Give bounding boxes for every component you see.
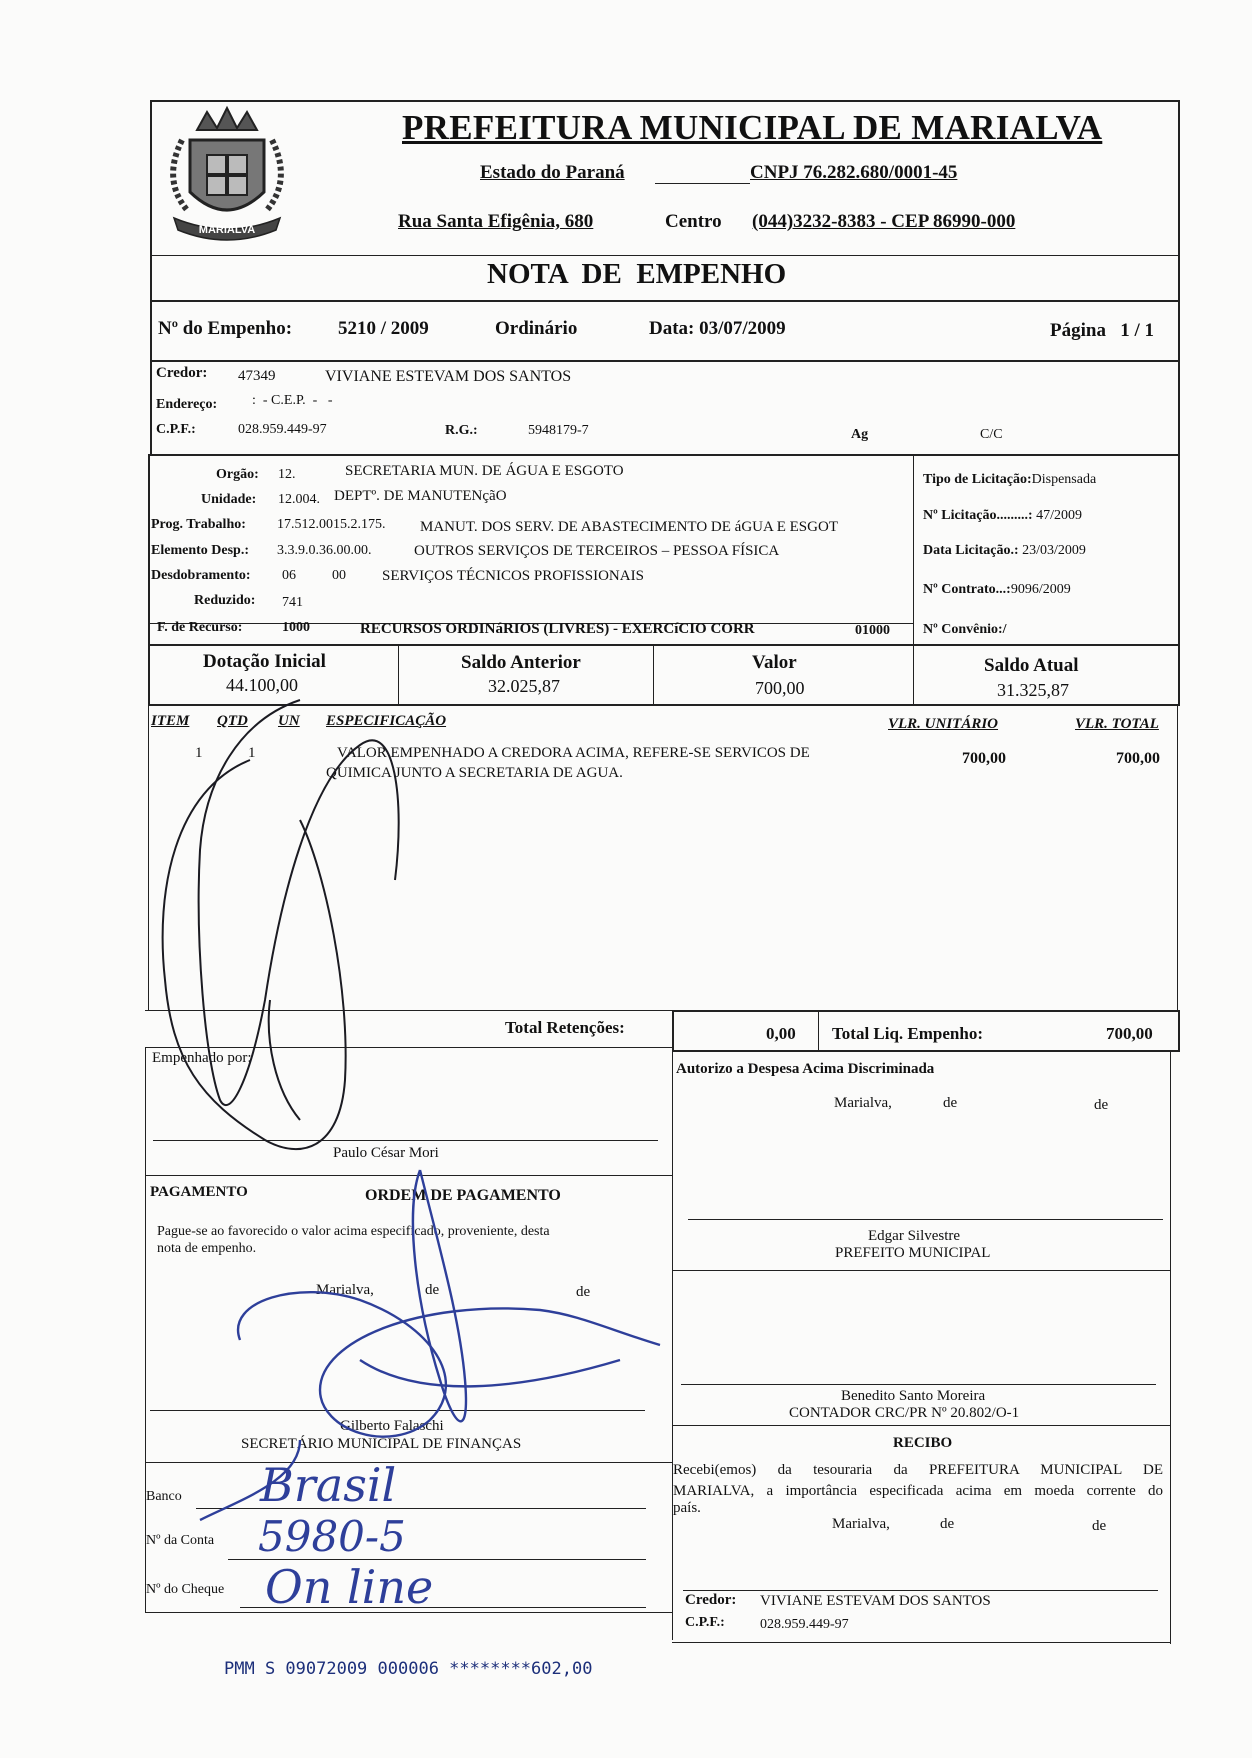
cheque-handwritten: On line <box>265 1560 434 1614</box>
cpf-label: C.P.F.: <box>156 422 196 437</box>
liquido-value: 700,00 <box>1106 1024 1153 1043</box>
pagamento-texto-1: Pague-se ao favorecido o valor acima especificado, proveniente, desta <box>157 1224 550 1239</box>
autorizo-label: Autorizo a Despesa Acima Discriminada <box>676 1061 935 1077</box>
autorizo-sign-line <box>688 1219 1163 1220</box>
empenhado-label: Empenhado por: <box>152 1050 252 1066</box>
saldo-anterior-label: Saldo Anterior <box>461 652 581 673</box>
retencoes-label: Total Retenções: <box>505 1018 625 1037</box>
elemento-code: 3.3.9.0.36.00.00. <box>277 543 372 558</box>
conta-label: Nº da Conta <box>146 1533 215 1548</box>
prog-label: Prog. Trabalho: <box>151 517 246 532</box>
col-item-header: ITEM <box>151 713 190 729</box>
licitacao-data-label: Data Licitação.: <box>923 543 1019 558</box>
item-espec-line1: VALOR EMPENHADO A CREDORA ACIMA, REFERE-SE SERVICOS DE <box>337 745 810 761</box>
svg-text:MARIALVA: MARIALVA <box>198 224 256 236</box>
pagamento-bottom-rule <box>145 1462 672 1463</box>
pagamento-texto-2: nota de empenho. <box>157 1241 257 1256</box>
footer-bottom-rule-right <box>672 1642 1170 1643</box>
desdobramento-label: Desdobramento: <box>151 568 251 583</box>
autorizo-nome: Edgar Silvestre <box>868 1228 961 1244</box>
item-number: 1 <box>195 745 203 761</box>
autorizo-de-1: de <box>943 1095 958 1111</box>
desdobramento-b: 00 <box>332 568 346 583</box>
licitacao-data <box>923 543 1086 559</box>
recibo-credor-value: VIVIANE ESTEVAM DOS SANTOS <box>760 1593 991 1609</box>
unidade-label: Unidade: <box>201 492 257 507</box>
header-title: PREFEITURA MUNICIPAL DE MARIALVA <box>402 108 1103 147</box>
saldos-div-3 <box>913 645 914 705</box>
recurso-desc: RECURSOS ORDINáRIOS (LIVRES) - EXERCíCIO CORR <box>360 621 755 637</box>
elemento-desc: OUTROS SERVIÇOS DE TERCEIROS – PESSOA FÍSICA <box>414 543 780 559</box>
autorizo-cargo: PREFEITO MUNICIPAL <box>835 1245 991 1261</box>
reduzido-value: 741 <box>282 595 303 610</box>
recibo-cpf-label: C.P.F.: <box>685 1615 725 1630</box>
header-address: Rua Santa Efigênia, 680 <box>398 211 594 232</box>
totais-value-divider <box>818 1011 819 1051</box>
bank-authentication-stamp: PMM S 09072009 000006 ********602,00 <box>224 1659 593 1679</box>
licitacao-convenio: Nº Convênio:/ <box>923 622 1007 637</box>
valor-label: Valor <box>752 652 797 673</box>
cpf-value: 028.959.449-97 <box>238 422 327 437</box>
licitacao-tipo <box>923 472 1096 488</box>
reduzido-label: Reduzido: <box>194 593 256 608</box>
col-espec-header: ESPECIFICAÇÃO <box>326 713 447 729</box>
licitacao-numero <box>923 508 1082 524</box>
pagamento-cidade: Marialva, <box>316 1282 374 1298</box>
orcamento-divider <box>913 455 914 645</box>
pagamento-nome: Gilberto Falaschi <box>340 1418 444 1434</box>
header-state-rule <box>655 183 750 184</box>
itens-right-border <box>1177 705 1178 1011</box>
saldos-div-2 <box>653 645 654 705</box>
licitacao-contrato-value: 9096/2009 <box>1010 582 1071 597</box>
contador-sign-line <box>681 1384 1156 1385</box>
licitacao-contrato-label: Nº Contrato...: <box>923 582 1011 597</box>
header-divider <box>150 255 1180 256</box>
lower-center-divider <box>672 1050 673 1640</box>
col-vlr-total-header: VLR. TOTAL <box>1075 716 1159 732</box>
unidade-desc: DEPTº. DE MANUTENçãO <box>334 488 507 504</box>
conta-handwritten: 5980-5 <box>258 1512 406 1561</box>
elemento-label: Elemento Desp.: <box>151 543 249 558</box>
recibo-cpf-value: 028.959.449-97 <box>760 1617 849 1632</box>
recurso-code: 1000 <box>282 620 310 635</box>
orgao-label: Orgão: <box>216 467 259 482</box>
header-district: Centro <box>665 211 722 232</box>
pagamento-label: PAGAMENTO <box>150 1184 248 1200</box>
itens-left-border <box>148 705 149 1011</box>
empenho-type: Ordinário <box>495 318 578 339</box>
header-phone-cep: (044)3232-8383 - CEP 86990-000 <box>752 211 1016 232</box>
item-vlr-total: 700,00 <box>1116 750 1160 767</box>
contador-cargo: CONTADOR CRC/PR Nº 20.802/O-1 <box>789 1405 1020 1421</box>
recurso-code-2: 01000 <box>855 623 890 638</box>
pagamento-de-1: de <box>425 1282 440 1298</box>
autorizo-de-2: de <box>1094 1097 1109 1113</box>
header-state: Estado do Paraná <box>480 162 625 183</box>
recibo-title: RECIBO <box>893 1435 953 1451</box>
endereco-value: : - C.E.P. - - <box>252 393 333 408</box>
autorizo-bottom-rule <box>672 1270 1170 1271</box>
pagamento-sign-line <box>150 1410 645 1411</box>
licitacao-contrato <box>923 582 1071 598</box>
empenhado-nome: Paulo César Mori <box>333 1145 439 1161</box>
credor-code: 47349 <box>238 368 276 384</box>
pagamento-cargo: SECRETÁRIO MUNICIPAL DE FINANÇAS <box>241 1436 522 1452</box>
recibo-cidade: Marialva, <box>832 1516 890 1532</box>
document-title: NOTA DE EMPENHO <box>487 258 787 290</box>
contador-nome: Benedito Santo Moreira <box>841 1388 986 1404</box>
licitacao-numero-value: 47/2009 <box>1036 508 1082 523</box>
prog-desc: MANUT. DOS SERV. DE ABASTECIMENTO DE áGUA E ESGOT <box>420 519 838 535</box>
dotacao-label: Dotação Inicial <box>203 651 326 672</box>
prog-code: 17.512.0015.2.175. <box>277 517 386 532</box>
saldo-atual-label: Saldo Atual <box>984 655 1079 676</box>
recurso-label: F. de Recurso: <box>157 620 243 635</box>
orgao-desc: SECRETARIA MUN. DE ÁGUA E ESGOTO <box>345 463 624 479</box>
empenho-label: Nº do Empenho: <box>158 318 293 339</box>
contador-bottom-rule <box>672 1425 1170 1426</box>
cc-label: C/C <box>980 427 1003 442</box>
col-un-header: UN <box>278 713 300 729</box>
licitacao-tipo-value: Dispensada <box>1031 472 1097 487</box>
recibo-de-2: de <box>1092 1518 1107 1534</box>
col-qtd-header: QTD <box>217 713 248 729</box>
saldo-anterior-value: 32.025,87 <box>488 676 560 696</box>
empenhado-bottom-rule <box>145 1175 672 1176</box>
pagamento-de-2: de <box>576 1284 591 1300</box>
recibo-sign-line <box>683 1590 1158 1591</box>
coat-of-arms-logo <box>152 100 302 250</box>
recibo-credor-label: Credor: <box>685 1592 737 1608</box>
banco-label: Banco <box>146 1489 182 1504</box>
cheque-label: Nº do Cheque <box>146 1582 225 1597</box>
saldos-div-1 <box>398 645 399 705</box>
page-number: Página 1 / 1 <box>1050 320 1154 341</box>
empenhado-sign-line <box>153 1140 658 1141</box>
totais-bottom-rule <box>145 1047 672 1048</box>
recibo-texto-3: país. <box>673 1500 701 1516</box>
licitacao-numero-label: Nº Licitação.........: <box>923 508 1033 523</box>
unidade-code: 12.004. <box>278 492 320 507</box>
item-qtd: 1 <box>248 745 256 761</box>
retencoes-value: 0,00 <box>766 1024 796 1043</box>
liquido-label: Total Liq. Empenho: <box>832 1024 983 1043</box>
licitacao-data-value: 23/03/2009 <box>1022 543 1086 558</box>
orgao-code: 12. <box>278 467 296 482</box>
desdobramento-desc: SERVIÇOS TÉCNICOS PROFISSIONAIS <box>382 568 644 584</box>
recibo-de-1: de <box>940 1516 955 1532</box>
recibo-texto-2: MARIALVA, a importância especificada acima em moeda corrente do <box>673 1483 1163 1499</box>
licitacao-tipo-label: Tipo de Licitação: <box>923 472 1032 487</box>
dotacao-value: 44.100,00 <box>226 675 298 695</box>
item-vlr-unit: 700,00 <box>962 750 1006 767</box>
credor-label: Credor: <box>156 365 208 381</box>
lower-right-border <box>1170 1050 1171 1644</box>
empenho-number: 5210 / 2009 <box>338 318 429 339</box>
item-espec-line2: QUIMICA JUNTO A SECRETARIA DE AGUA. <box>326 765 623 781</box>
lower-left-border <box>145 1047 146 1613</box>
valor-value: 700,00 <box>755 678 805 698</box>
col-vlr-unit-header: VLR. UNITÁRIO <box>888 716 999 732</box>
autorizo-cidade: Marialva, <box>834 1095 892 1111</box>
credor-name: VIVIANE ESTEVAM DOS SANTOS <box>325 368 572 385</box>
endereco-label: Endereço: <box>156 397 218 412</box>
ordem-pagamento-label: ORDEM DE PAGAMENTO <box>365 1187 561 1204</box>
rg-value: 5948179-7 <box>528 423 589 438</box>
rg-label: R.G.: <box>445 423 478 438</box>
desdobramento-a: 06 <box>282 568 296 583</box>
recibo-texto-1: Recebi(emos) da tesouraria da PREFEITURA MUNICIPAL DE <box>673 1462 1163 1478</box>
saldo-atual-value: 31.325,87 <box>997 680 1069 700</box>
ag-label: Ag <box>851 427 869 442</box>
header-cnpj: CNPJ 76.282.680/0001-45 <box>750 162 958 183</box>
empenho-date: Data: 03/07/2009 <box>649 318 786 339</box>
banco-handwritten: Brasil <box>260 1458 397 1512</box>
